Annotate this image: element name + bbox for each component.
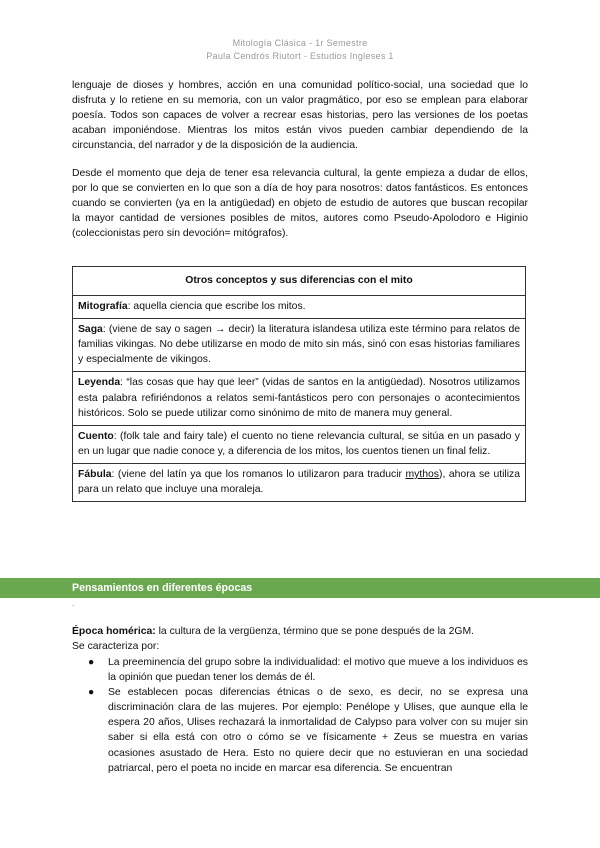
page-header bbox=[0, 37, 600, 63]
definition-fabula-part1: : (viene del latín ya que los romanos lo utilizaron para traducir bbox=[111, 468, 406, 480]
term-leyenda: Leyenda bbox=[78, 377, 121, 389]
list-item bbox=[72, 685, 528, 776]
epoca-description: la cultura de la vergüenza, término que se pone después de la 2GM. bbox=[155, 626, 474, 637]
definition-cuento: : (folk tale and fairy tale) el cuento no tiene relevancia cultural, se sitúa en un pasado y en un lugar que nadie conoce y, a diferencia de los mitos, los cuentos tienen un final feliz. bbox=[78, 430, 520, 457]
list-item-text: Se establecen pocas diferencias étnicas o de sexo, es decir, no se expresa una discriminación clara de las mujeres. Por ejemplo: Penélope y Ulises, que aunque ella le espera 20 años, Ulises rechazará la inmortalidad de Calypso para volver con su mujer sin saber si ella está con otro o cómo se ve físicamente + Zeus se muestra en varias ocasiones asustado de Hera. Esto no quiere decir que no estuvieran en una sociedad patriarcal, pero el poeta no incide en marcar esa diferencia. Se encuentran bbox=[108, 687, 528, 774]
underlined-word-mythos: mythos bbox=[405, 468, 439, 480]
term-saga: Saga bbox=[78, 324, 103, 336]
table-cell-mitografia bbox=[73, 296, 526, 319]
epoca-intro: Se caracteriza por: bbox=[72, 641, 160, 653]
body-paragraph-2: Desde el momento que deja de tener esa relevancia cultural, la gente empieza a dudar de ellos, por lo que se convierten en lo que son a día de hoy para nosotros: datos fantásticos. Es entonces cuando se convierten (ya en la antigüedad) en objeto de estudio de autores que buscan recopilar la mayor cantidad de versiones posibles de mitos, autores como Pseudo-Apolodoro e Higinio (coleccionistas pero sin devoción= mitógrafos). bbox=[72, 168, 528, 240]
list-item-text: La preeminencia del grupo sobre la individualidad: el motivo que mueve a los individuos es la opinión que puedan tener los demás de él. bbox=[108, 657, 528, 684]
table-row bbox=[73, 372, 526, 425]
section-dot: . bbox=[72, 599, 75, 608]
epoca-term: Época homérica: bbox=[72, 626, 156, 637]
term-cuento: Cuento bbox=[78, 430, 114, 442]
epoca-homerica-block bbox=[72, 624, 528, 654]
section-heading-band bbox=[0, 578, 600, 598]
bullet-icon: ● bbox=[88, 687, 95, 699]
epoca-line bbox=[72, 624, 528, 639]
bullet-icon: ● bbox=[88, 657, 95, 668]
table-cell-fabula bbox=[73, 463, 526, 501]
section-heading: Pensamientos en diferentes épocas bbox=[72, 582, 253, 594]
table-cell-leyenda bbox=[73, 372, 526, 425]
table-cell-saga bbox=[73, 319, 526, 372]
body-paragraph-1: lenguaje de dioses y hombres, acción en una comunidad político-social, una sociedad que lo disfruta y lo retiene en su memoria, con un valor pragmático, por eso se emplean para elaborar poesía. Todos son capaces de volver a recrear esas historias, pero las versiones de los poetas acaban imponiéndose. Mientras los mitos están vivos pueden cambiar dependiendo de la circunstancia, del narrador y de la disposición de la audiencia. bbox=[72, 80, 528, 152]
list-item bbox=[72, 655, 528, 685]
table-cell-cuento bbox=[73, 425, 526, 463]
term-fabula: Fábula bbox=[78, 468, 112, 480]
term-mitografia: Mitografía bbox=[78, 301, 128, 313]
definition-saga: : (viene de say o sagen → decir) la literatura islandesa utiliza este término para relatos de familias vikingas. No debe utilizarse en modo de mito sin más, sinó con esas historias familiares y especialmente de vikingos. bbox=[78, 324, 520, 366]
definition-mitografia: : aquella ciencia que escribe los mitos. bbox=[127, 301, 306, 313]
table-row bbox=[73, 425, 526, 463]
definition-leyenda: : “las cosas que hay que leer” (vidas de santos en la antigüedad). Nosotros utilizamos esta palabra refiriéndonos a relatos semi-fantásticos pero con personajes o acontecimientos históricos. Solo se puede utilizar como sinónimo de mito de manera muy general. bbox=[78, 377, 520, 419]
table-title: Otros conceptos y sus diferencias con el mito bbox=[73, 267, 526, 296]
table-header-row bbox=[73, 267, 526, 296]
table-row bbox=[73, 296, 526, 319]
header-course-line: Mitología Clásica - 1r Semestre bbox=[232, 38, 368, 48]
characteristics-list bbox=[72, 655, 528, 776]
concepts-table bbox=[72, 266, 526, 502]
definition-fabula-part2: ), ahora se utiliza para un relato que incluye una moraleja. bbox=[78, 468, 521, 496]
table-row bbox=[73, 319, 526, 372]
header-author-line: Paula Cendrós Riutort - Estudios Ingleses 1 bbox=[206, 51, 394, 61]
table-row bbox=[73, 463, 526, 501]
